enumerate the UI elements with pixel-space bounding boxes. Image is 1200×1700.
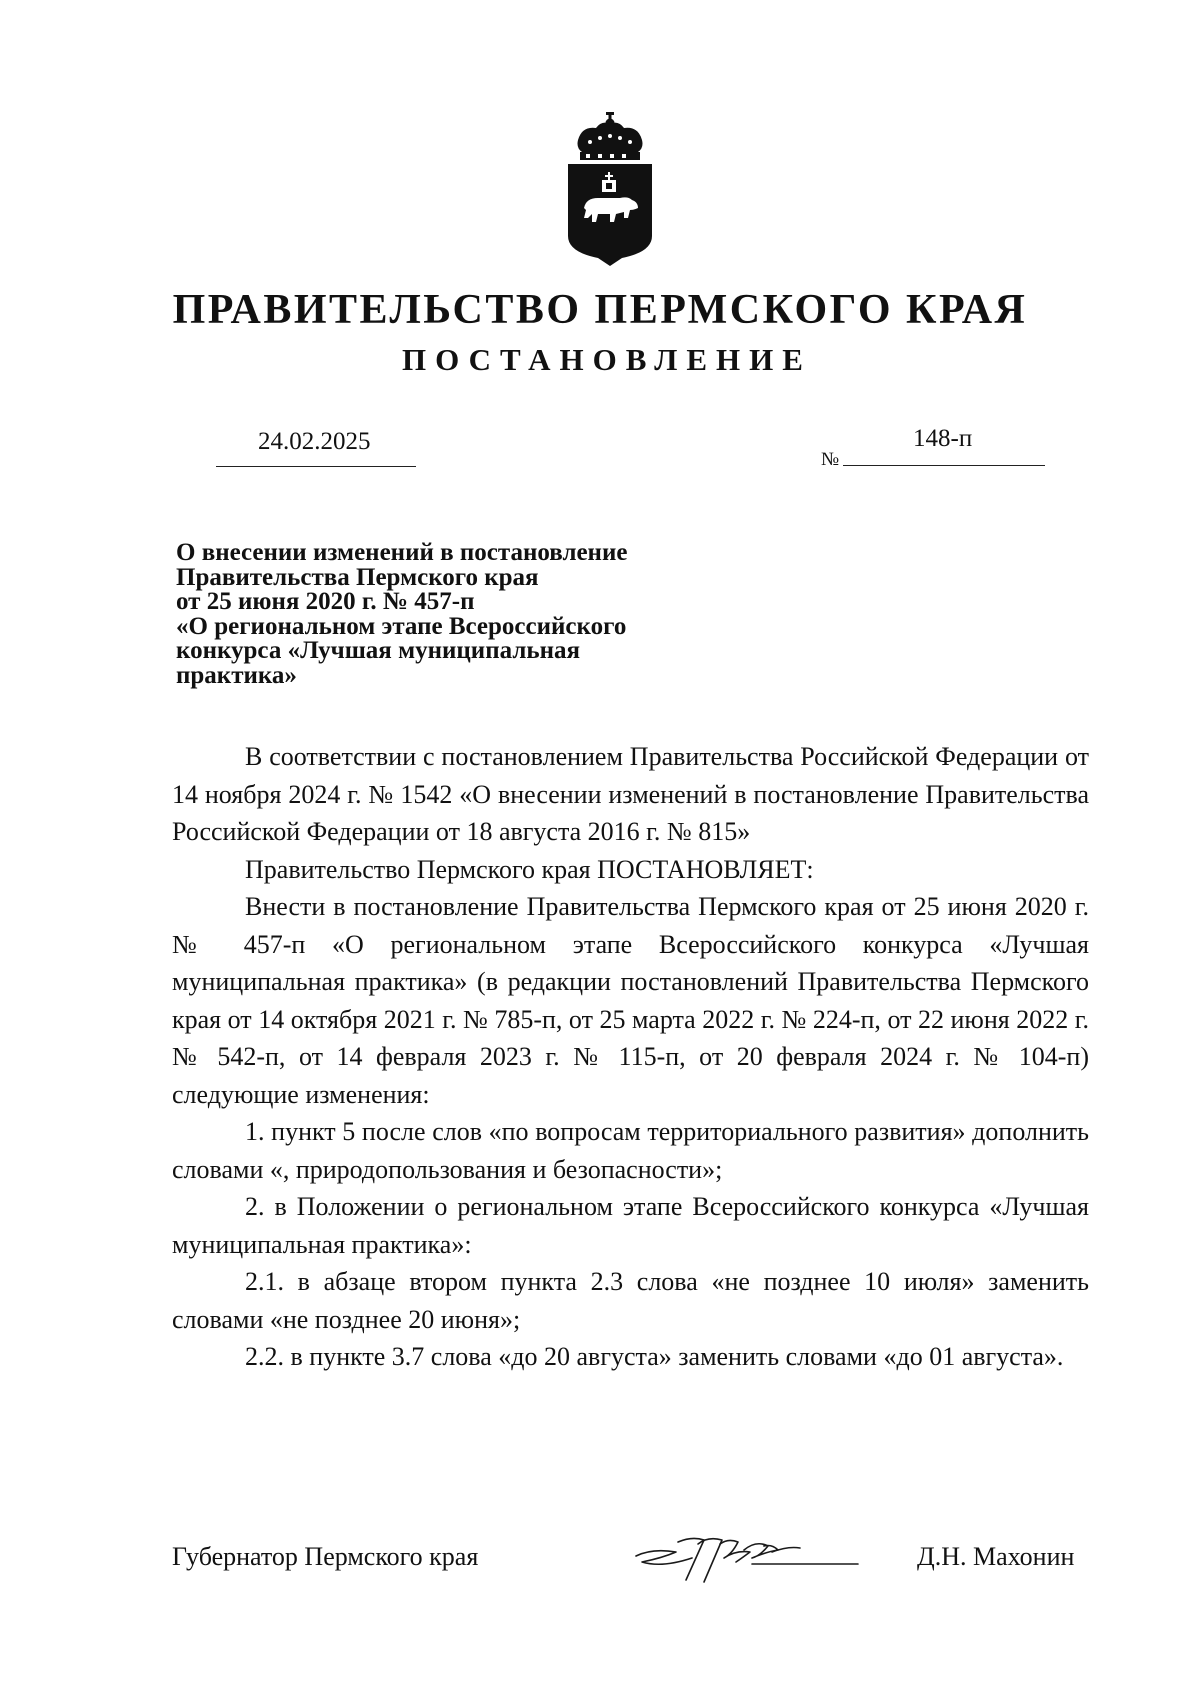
document-subject — [176, 541, 736, 688]
document-date: 24.02.2025 — [258, 428, 371, 455]
handwritten-signature — [632, 1528, 862, 1584]
subject-line: Правительства Пермского края — [176, 563, 539, 591]
coat-of-arms-icon — [568, 112, 652, 266]
organization-title: ПРАВИТЕЛЬСТВО ПЕРМСКОГО КРАЯ — [172, 287, 1028, 333]
body-paragraph: 2.1. в абзаце втором пункта 2.3 слова «не позднее 10 июля» заменить словами «не позднее 20 июня»; — [172, 1267, 1089, 1334]
subject-line: конкурса «Лучшая муниципальная — [176, 637, 581, 664]
body-paragraph: 2.2. в пункте 3.7 слова «до 20 августа» заменить словами «до 01 августа». — [245, 1342, 1064, 1371]
body-paragraph: В соответствии с постановлением Правительства Российской Федерации от 14 ноября 2024 г. № 1542 «О внесении изменений в постановление Правительства Российской Федерации от 18 августа 2016 г. № 815» — [172, 742, 1089, 846]
subject-line: практика» — [176, 661, 297, 689]
body-paragraph: Внести в постановление Правительства Пермского края от 25 июня 2020 г. № 457-п «О региональном этапе Всероссийского конкурса «Лучшая муниципальная практика» (в редакции постановлений Правительства Пермского края от 14 октября 2021 г. № 785-п, от 25 марта 2022 г. № 224-п, от 22 июня 2022 г. № 542-п, от 14 февраля 2023 г. № 115-п, от 20 февраля 2024 г. № 104-п) следующие изменения: — [172, 892, 1089, 1109]
document-number: 148-п — [913, 425, 973, 452]
signatory-role: Губернатор Пермского края — [172, 1542, 479, 1571]
number-underline — [843, 465, 1045, 466]
document-body — [172, 738, 1089, 1376]
subject-line: «О региональном этапе Всероссийского — [176, 612, 627, 640]
body-paragraph: Правительство Пермского края ПОСТАНОВЛЯЕТ: — [245, 854, 814, 884]
document-type: ПОСТАНОВЛЕНИЕ — [402, 342, 812, 377]
number-sign: № — [821, 449, 840, 470]
signatory-name: Д.Н. Махонин — [917, 1542, 1075, 1571]
subject-line: О внесении изменений в постановление — [176, 539, 628, 566]
body-paragraph: 2. в Положении о региональном этапе Всероссийского конкурса «Лучшая муниципальная практика»: — [172, 1192, 1089, 1259]
body-paragraph: 1. пункт 5 после слов «по вопросам территориального развития» дополнить словами «, природопользования и безопасности»; — [172, 1117, 1089, 1184]
subject-line: от 25 июня 2020 г. № 457-п — [176, 588, 475, 615]
date-underline — [216, 466, 416, 467]
